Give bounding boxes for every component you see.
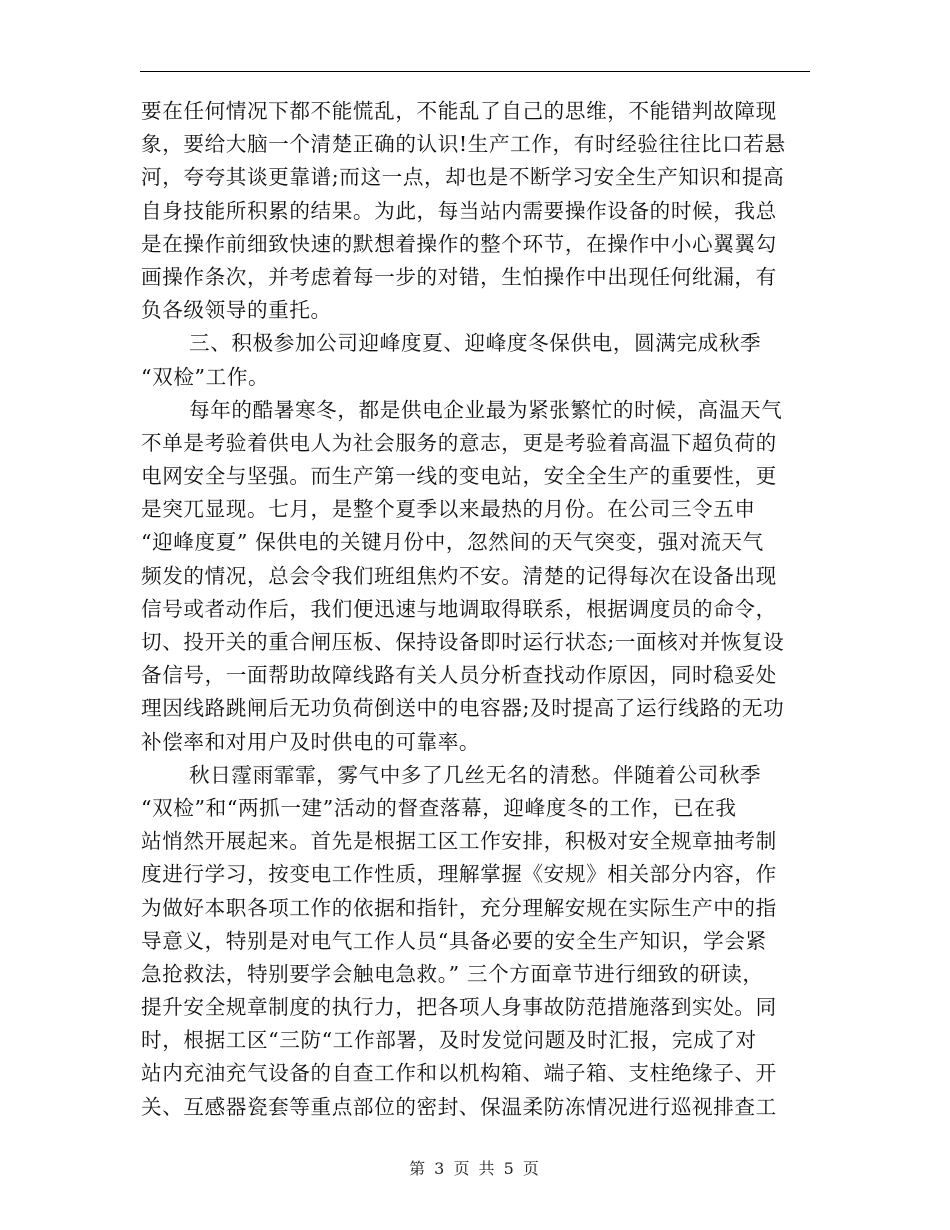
text-line: 站悄然开展起来。首先是根据工区工作安排，积极对安全规章抽考制: [141, 829, 777, 854]
section-heading-cont: “双检”工作。: [141, 364, 270, 389]
text-line: 备信号，一面帮助故障线路有关人员分析查找动作原因，同时稳妥处: [141, 663, 777, 688]
document-body: [141, 95, 813, 1124]
page-number-footer: 第 3 页 共 5 页: [409, 1159, 541, 1178]
text-line: 站内充油充气设备的自查工作和以机构箱、端子箱、支柱绝缘子、开: [141, 1061, 777, 1086]
text-line: 是在操作前细致快速的默想着操作的整个环节，在操作中小心翼翼勾: [141, 231, 777, 256]
text-line: 象，要给大脑一个清楚正确的认识!生产工作，有时经验往往比口若悬: [141, 132, 786, 157]
text-line: 频发的情况，总会令我们班组焦灼不安。清楚的记得每次在设备出现: [141, 563, 777, 588]
text-line: 不单是考验着供电人为社会服务的意志，更是考验着高温下超负荷的: [141, 430, 777, 455]
text-line: 急抢救法，特别要学会触电急救。” 三个方面章节进行细致的研读，: [141, 961, 764, 986]
section-heading: 三、积极参加公司迎峰度夏、迎峰度冬保供电，圆满完成秋季: [189, 331, 762, 356]
text-line: 要在任何情况下都不能慌乱，不能乱了自己的思维，不能错判故障现: [141, 99, 777, 123]
text-line: 是突兀显现。七月，是整个夏季以来最热的月份。在公司三令五申: [141, 497, 756, 522]
text-line: 河，夸夸其谈更靠谱;而这一点，却也是不断学习安全生产知识和提高: [141, 165, 785, 190]
text-line: 提升安全规章制度的执行力，把各项人身事故防范措施落到实处。同: [141, 995, 777, 1020]
text-line: 关、互感器瓷套等重点部位的密封、保温柔防冻情况进行巡视排查工: [141, 1094, 777, 1119]
text-line: 电网安全与坚强。而生产第一线的变电站，安全全生产的重要性，更: [141, 464, 777, 489]
text-line: 信号或者动作后，我们便迅速与地调取得联系，根据调度员的命令，: [141, 596, 777, 621]
text-line: 为做好本职各项工作的依据和指针，充分理解安规在实际生产中的指: [141, 895, 777, 920]
text-line: 导意义，特别是对电气工作人员“具备必要的安全生产知识，学会紧: [141, 928, 767, 953]
text-line: 自身技能所积累的结果。为此，每当站内需要操作设备的时候，我总: [141, 198, 777, 223]
text-line: 画操作条次，并考虑着每一步的对错，生怕操作中出现任何纰漏，有: [141, 264, 777, 289]
text-line: 度进行学习，按变电工作性质，理解掌握《安规》相关部分内容，作: [141, 862, 777, 887]
text-line: 补偿率和对用户及时供电的可靠率。: [141, 729, 481, 754]
text-line: 理因线路跳闸后无功负荷倒送中的电容器;及时提高了运行线路的无功: [141, 696, 785, 721]
paragraph-start: 每年的酷暑寒冬，都是供电企业最为紧张繁忙的时候，高温天气: [189, 397, 783, 422]
text-line: 时，根据工区“三防“工作部署，及时发觉问题及时汇报，完成了对: [141, 1028, 757, 1053]
text-line: 切、投开关的重合闸压板、保持设备即时运行状态;一面核对并恢复设: [141, 630, 785, 654]
header-rule: [140, 71, 810, 72]
text-line: 负各级领导的重托。: [141, 298, 332, 323]
paragraph-start: 秋日霪雨霏霏，雾气中多了几丝无名的清愁。伴随着公司秋季: [189, 762, 762, 787]
text-line: “双检”和“两抓一建”活动的督查落幕，迎峰度冬的工作，已在我: [141, 795, 737, 820]
text-line: “迎峰度夏” 保供电的关键月份中，忽然间的天气突变，强对流天气: [141, 530, 764, 555]
